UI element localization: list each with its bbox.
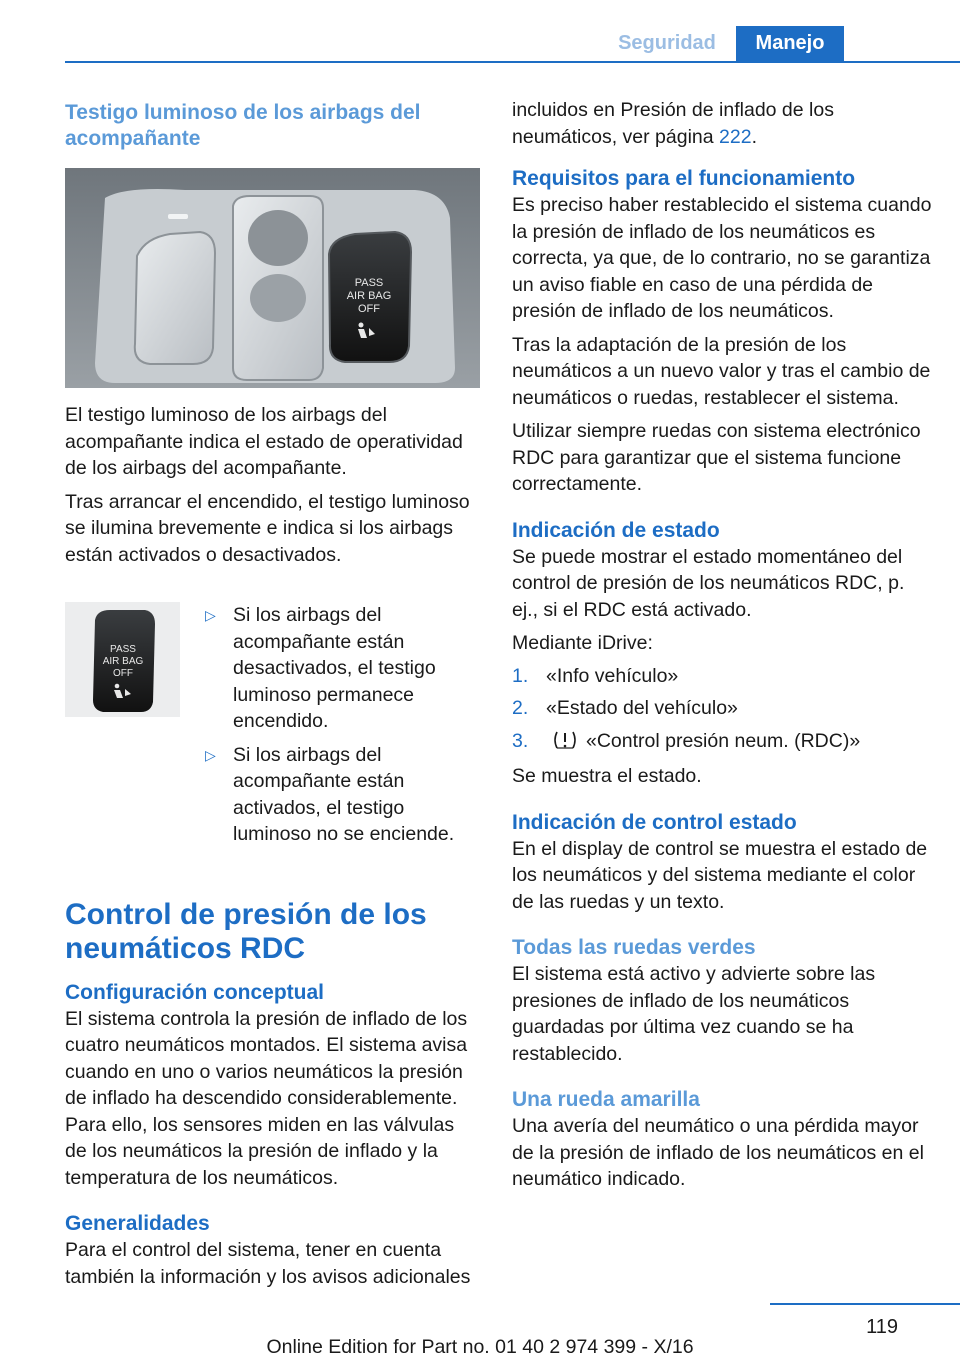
step-number: 3. [512,729,529,752]
step-number: 2. [512,697,529,719]
heading-concept: Configuración conceptual [65,980,325,1004]
step-text: «Estado del vehículo» [546,697,738,719]
heading-rdc: Control de presión de los neumáticos RDC [65,897,427,965]
requisitos-para-3: Utilizar siempre ruedas con sistema electrónico RDC para garantizar que el sistema funcione correctamente. [512,420,921,495]
list-item [512,663,932,690]
step-text: «Control presión neum. (RDC)» [586,729,861,752]
list-item [205,602,480,735]
tab-seguridad[interactable]: Seguridad [618,32,716,54]
idrive-steps [512,663,932,758]
edition-footer: Online Edition for Part no. 01 40 2 974 399 - X/16 [266,1336,694,1358]
heading-ruedas-verdes: Todas las ruedas verdes [512,936,756,959]
continued-text [512,97,932,150]
continued-text-b: . [751,125,758,148]
requisitos-para-1: Es preciso haber restablecido el sistema cuando la presión de inflado de los neumáticos es correcta, ya que, de lo contrario, no se garantiza un aviso fiable en caso de una pérdida de presión de inflado de los neumáticos. [512,194,932,322]
step-text: «Info vehículo» [546,664,679,687]
heading-control-estado: Indicación de control estado [512,810,797,834]
thumb-label-off: OFF [113,668,133,679]
page-number: 119 [866,1316,898,1338]
triangle-bullet-icon: ▷ [205,607,216,623]
thumb-label-airbag: AIR BAG [102,656,144,667]
triangle-bullet-icon: ▷ [205,746,216,763]
left-column [65,100,480,1290]
page-link-222[interactable]: 222 [719,125,752,148]
heading-requisitos: Requisitos para el funcionamiento [512,167,856,190]
list-item [205,742,480,848]
concept-text: El sistema controla la presión de inflado de los cuatro neumáticos montados. El sistema avisa cuando en uno o varios neumáticos la presión de inflado ha descendido considerablemente. Para ello, los sensores miden en las válvulas de los neumáticos la presión de inflado y la temperatura de los neumáticos. [65,1007,468,1189]
control-text: En el display de control se muestra el estado de los neumáticos y del sistema mediante el color de las ruedas y un texto. [512,837,928,913]
thumb-label-pass: PASS [110,644,136,655]
continued-text-a: incluidos en Presión de inflado de los neumáticos, ver página [512,99,834,148]
list-item [512,728,932,758]
airbag-button-thumbnail [65,602,180,717]
verdes-text: El sistema está activo y advierte sobre las presiones de inflado de los neumáticos guardadas por última vez cuando se ha restablecido. [512,963,876,1065]
heading-rueda-amarilla: Una rueda amarilla [512,1088,700,1111]
estado-para-3: Se muestra el estado. [512,765,702,787]
airbag-para-1: El testigo luminoso de los airbags del acompañante indica el estado de operatividad de los airbags del acompañante. [65,404,463,479]
step-text-wrap [546,728,932,758]
step-number: 1. [512,664,529,687]
header-rule [65,61,960,63]
footer-rule [770,1303,960,1305]
photo-label-airbag: AIR BAG [346,290,392,302]
airbag-status-list [205,602,480,848]
bullet-text: Si los airbags del acompañante están activados, el testigo luminoso no se enciende. [233,743,455,845]
amarilla-text: Una avería del neumático o una pérdida mayor de la presión de inflado de los neumáticos en el neumático indicado. [512,1115,924,1190]
list-item [512,695,932,722]
heading-estado: Indicación de estado [512,518,720,542]
requisitos-para-2: Tras la adaptación de la presión de los neumáticos a un nuevo valor y tras el cambio de neumáticos o ruedas, restablecer el sistema. [512,333,931,409]
estado-para-2: Mediante iDrive: [512,632,653,654]
airbag-status-block [65,602,480,848]
tire-pressure-warning-icon [552,730,578,758]
bullet-text: Si los airbags del acompañante están desactivados, el testigo luminoso permanece encendido. [233,604,436,732]
airbag-para-2: Tras arrancar el encendido, el testigo luminoso se ilumina brevemente e indica si los airbags están activados o desactivados. [65,490,470,566]
photo-label-off: OFF [358,303,380,315]
photo-label-pass: PASS [354,277,384,289]
general-text: Para el control del sistema, tener en cuenta también la información y los avisos adicionales [65,1239,471,1288]
estado-para-1: Se puede mostrar el estado momentáneo del control de presión de los neumáticos RDC, p. ej., si el RDC está activado. [512,545,905,621]
right-column [512,97,932,1193]
tab-manejo[interactable]: Manejo [736,26,844,61]
heading-airbag-light: Testigo luminoso de los airbags del acompañante [65,101,421,150]
heading-general: Generalidades [65,1212,210,1235]
airbag-console-photo [65,168,480,388]
